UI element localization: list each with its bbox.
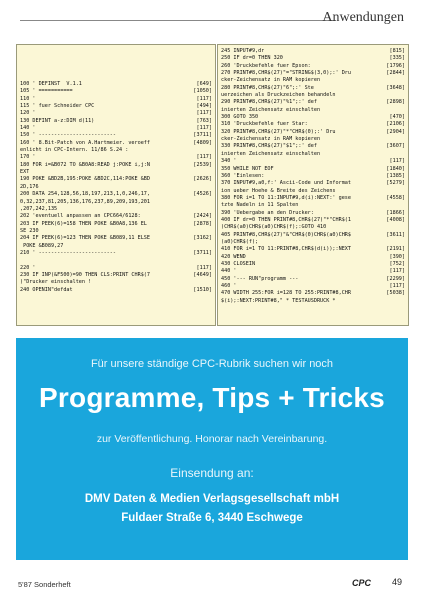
code-line [221, 143, 405, 150]
code-line [20, 199, 212, 206]
code-line [221, 166, 405, 173]
code-text: 202 'eventuell anpassen an CPC664/6128: [20, 213, 141, 220]
code-text: 0,32,237,81,205,136,176,237,89,209,193,201 [20, 198, 150, 205]
checksum [403, 239, 405, 246]
code-line [20, 81, 212, 88]
code-line [20, 184, 212, 191]
code-line [20, 257, 212, 264]
checksum: [3611] [386, 231, 405, 238]
code-text: 410 FOR i=1 TO 11:PRINT#8,CHR$(d(i));:NEXT [221, 246, 351, 253]
code-line [20, 132, 212, 139]
checksum: [1866] [386, 209, 405, 216]
checksum: [117] [196, 125, 212, 132]
code-text: 200 DATA 254,128,56,18,197,213,1,0,246,17, [20, 191, 150, 198]
code-listing-left [20, 81, 212, 294]
code-text: SE 230 [20, 227, 39, 234]
code-text: (a0)CHR$(f); [221, 238, 259, 245]
code-text: cker-Zeichensatz in RAM kopieren [221, 77, 321, 84]
checksum [210, 169, 212, 176]
code-line [20, 147, 212, 154]
code-line [221, 268, 405, 275]
code-text: ion ueber Hoehe & Breite des Zeichens [221, 187, 336, 194]
ad-subtext: zur Veröffentlichung. Honorar nach Vereinbarung. [96, 433, 328, 445]
code-line [221, 261, 405, 268]
code-text: 204 IF PEEK(6)=123 THEN POKE &B089,11 ELSE [20, 235, 150, 242]
checksum: [117] [389, 268, 405, 275]
code-line [20, 235, 212, 242]
code-line [221, 55, 405, 62]
code-line [221, 180, 405, 187]
checksum [210, 228, 212, 235]
checksum: [763] [196, 117, 212, 124]
code-text: 470 WIDTH 255:FOR i=128 TO 255:PRINT#8,CHR [221, 290, 351, 297]
code-text: 370 INPUT#9,a0,f:' Ascii-Code und Informat [221, 180, 351, 187]
code-line [221, 85, 405, 92]
ad-company: DMV Daten & Medien Verlagsgesellschaft mbH [84, 493, 340, 505]
checksum [210, 184, 212, 191]
code-line [221, 114, 405, 121]
ad-address: Fuldaer Straße 6, 3440 Eschwege [121, 512, 303, 524]
code-text: 250 IF dr=0 THEN 320 [221, 55, 283, 62]
code-text: 110 ' [20, 95, 36, 102]
code-text: 230 IF INP(&F500)=90 THEN CLS:PRINT CHR$(7 [20, 271, 150, 278]
code-line [221, 210, 405, 217]
header-rule [20, 20, 336, 21]
checksum [210, 243, 212, 250]
code-line [221, 158, 405, 165]
code-line [221, 188, 405, 195]
checksum: [815] [389, 48, 405, 54]
code-line [221, 136, 405, 143]
code-text: 340 ' [221, 158, 237, 165]
code-text: 160 ' 8.Bit-Patch von A.Hartmeier. veroeff [20, 139, 150, 146]
checksum: [2878] [193, 220, 212, 227]
code-line [221, 92, 405, 99]
code-line [20, 118, 212, 125]
code-text: 150 ' ------------------------- [20, 132, 116, 139]
code-text: 2D,176 [20, 183, 39, 190]
checksum: [117] [196, 154, 212, 161]
code-line [20, 287, 212, 294]
code-line [20, 228, 212, 235]
checksum [403, 92, 405, 99]
checksum: [390] [389, 253, 405, 260]
code-line [221, 202, 405, 209]
code-line [221, 70, 405, 77]
code-text: 320 PRINT#8,CHR$(27)"*"CHR$(0);:' Dru [221, 128, 336, 135]
code-line [20, 206, 212, 213]
checksum: [117] [389, 158, 405, 165]
code-text: ,207,242,135 [20, 205, 58, 212]
code-line [221, 173, 405, 180]
checksum [210, 206, 212, 213]
code-listing-right [221, 48, 405, 305]
checksum: [5038] [386, 290, 405, 297]
code-text: 120 ' [20, 110, 36, 117]
checksum: [1050] [193, 88, 212, 95]
checksum: [2191] [386, 246, 405, 253]
code-line [221, 217, 405, 224]
code-text: 180 FOR i=&B072 TO &B0A8:READ j:POKE i,j:N [20, 161, 150, 168]
checksum [210, 199, 212, 206]
code-text: 130 DEFINT a-z:DIM d(11) [20, 117, 95, 124]
code-text: 245 INPUT#9,dr [221, 48, 265, 54]
code-text: 310 'Druckbefehle fuer Star: [221, 121, 308, 128]
code-line [221, 232, 405, 239]
checksum: [1796] [386, 62, 405, 69]
section-title: Anwendungen [322, 10, 404, 25]
code-line [20, 213, 212, 220]
code-line [221, 48, 405, 55]
listing-panel-right [217, 44, 409, 326]
code-line [221, 224, 405, 231]
code-line [20, 154, 212, 161]
code-line [20, 162, 212, 169]
checksum [403, 107, 405, 114]
checksum: [2898] [386, 99, 405, 106]
code-line [221, 290, 405, 297]
code-line [221, 195, 405, 202]
code-line [20, 191, 212, 198]
code-text: 220 ' [20, 264, 36, 271]
code-text: 240 OPENIN"defdat [20, 286, 73, 293]
code-line [221, 63, 405, 70]
checksum: [117] [196, 264, 212, 271]
checksum: [1840] [386, 165, 405, 172]
code-text: 300 GOTO 350 [221, 114, 259, 121]
ad-send-to: Einsendung an: [170, 466, 254, 480]
checksum: [649] [196, 81, 212, 87]
checksum: [3711] [193, 249, 212, 256]
checksum: [117] [389, 283, 405, 289]
code-line [221, 121, 405, 128]
code-text: POKE &B089,27 [20, 242, 64, 249]
checksum: [752] [389, 260, 405, 267]
footer-issue: 5'87 Sonderheft [18, 580, 71, 589]
code-line [221, 298, 405, 305]
page-header [0, 6, 424, 30]
code-line [221, 129, 405, 136]
checksum: [3711] [193, 132, 212, 139]
checksum: [4649] [193, 271, 212, 278]
code-text: 430 CLOSEIN [221, 260, 256, 267]
checksum [403, 188, 405, 195]
checksum: [2539] [193, 161, 212, 168]
page-number: 49 [392, 577, 403, 587]
checksum: [117] [196, 95, 212, 102]
checksum: [494] [196, 103, 212, 110]
checksum: [4558] [386, 194, 405, 201]
code-line [221, 276, 405, 283]
code-text: inierten Zeichensatz einschalten [221, 106, 321, 113]
checksum [403, 298, 405, 305]
checksum [403, 77, 405, 84]
code-text: 270 PRINT#8,CHR$(27)"="STRING$(3,0);:' Dru [221, 70, 351, 77]
code-text: 140 ' [20, 125, 36, 132]
checksum: [470] [389, 114, 405, 121]
code-text: 210 ' ------------------------- [20, 249, 116, 256]
code-text: inierten Zeichensatz einschalten [221, 150, 321, 157]
checksum: [4526] [193, 191, 212, 198]
checksum: [2106] [386, 121, 405, 128]
code-text: 170 ' [20, 154, 36, 161]
code-line [20, 169, 212, 176]
code-text: 380 FOR i=1 TO 11:INPUT#9,d(i):NEXT:' gese [221, 194, 351, 201]
code-line [20, 221, 212, 228]
checksum: [2299] [386, 275, 405, 282]
code-line [221, 239, 405, 246]
checksum [403, 202, 405, 209]
checksum [403, 151, 405, 158]
code-text: 330 PRINT#8,CHR$(27)"$1";:' def [221, 143, 317, 150]
checksum: [3607] [386, 143, 405, 150]
code-line [20, 250, 212, 257]
checksum: [5279] [386, 180, 405, 187]
code-line [221, 151, 405, 158]
checksum [403, 136, 405, 143]
code-line [221, 107, 405, 114]
checksum: [4809] [193, 139, 212, 146]
code-text: EXT [20, 169, 30, 176]
code-line [221, 254, 405, 261]
code-line [221, 99, 405, 106]
code-text: 115 ' fuer Schneider CPC [20, 103, 95, 110]
checksum [403, 224, 405, 231]
checksum: [335] [389, 55, 405, 62]
code-line [20, 88, 212, 95]
code-text: 260 'Druckbefehle fuer Epson: [221, 62, 311, 69]
code-text: tzte Nadeln in 11 Spalten [221, 202, 299, 209]
advertisement-box [16, 338, 408, 560]
code-text: 420 WEND [221, 253, 246, 260]
checksum [210, 279, 212, 286]
code-line [20, 272, 212, 279]
ad-headline: Programme, Tips + Tricks [39, 382, 385, 413]
code-line [20, 125, 212, 132]
code-line [20, 265, 212, 272]
code-text: 100 ' DEFINST V.1.1 [20, 81, 82, 87]
code-text: 400 IF dr=0 THEN PRINT#8,CHR$(27)"*"CHR$(1 [221, 216, 351, 223]
code-line [20, 176, 212, 183]
code-line [221, 246, 405, 253]
code-text: enlicht in CPC-Intern. 11/86 S.24 : [20, 147, 129, 154]
checksum: [1385] [386, 172, 405, 179]
checksum: [4008] [386, 216, 405, 223]
code-text: )CHR$(a0)CHR$(a0)CHR$(f);:GOTO 410 [221, 224, 327, 231]
code-text: 460 ' [221, 283, 237, 289]
listing-panel-left [16, 44, 216, 326]
code-line [20, 279, 212, 286]
checksum: [2626] [193, 176, 212, 183]
code-text: $(i);:NEXT:PRINT#8," * TESTAUSDRUCK * [221, 297, 336, 304]
code-line [221, 283, 405, 290]
code-text: 280 PRINT#8,CHR$(27)"6";:' Ste [221, 84, 314, 91]
code-text: 203 IF PEEK(6)=158 THEN POKE &B0A8,136 EL [20, 220, 147, 227]
checksum: [2844] [386, 70, 405, 77]
checksum: [3162] [193, 235, 212, 242]
code-text: )"Drucker einschalten ! [20, 279, 92, 286]
code-line [20, 96, 212, 103]
ad-intro: Für unsere ständige CPC-Rubrik suchen wir noch [90, 358, 334, 370]
code-line [20, 243, 212, 250]
checksum: [117] [196, 110, 212, 117]
checksum [210, 257, 212, 264]
code-line [20, 140, 212, 147]
code-line [20, 110, 212, 117]
code-text: 390 'Uebergabe an den Drucker: [221, 209, 314, 216]
code-text: 190 POKE &BD2B,195:POKE &BD2C,114:POKE &BD [20, 176, 150, 183]
code-text: 290 PRINT#8,CHR$(27)"%1";:' def [221, 99, 317, 106]
code-text: 440 ' [221, 268, 237, 275]
code-text: cker-Zeichensatz in RAM kopieren [221, 136, 321, 143]
checksum [210, 147, 212, 154]
checksum: [2904] [386, 128, 405, 135]
code-line [221, 77, 405, 84]
code-line [20, 103, 212, 110]
code-text: 450 '--- RUN"programm --- [221, 275, 299, 282]
checksum: [1510] [193, 286, 212, 293]
checksum: [3648] [386, 84, 405, 91]
code-text: 350 WHILE NOT EOF [221, 165, 274, 172]
code-text: 360 'Einlesen: [221, 172, 265, 179]
cpc-logo: CPC [352, 578, 372, 588]
code-text: uerzeichen als Druckzeichen behandeln [221, 92, 336, 99]
checksum: [2424] [193, 213, 212, 220]
code-text: 105 ' =========== [20, 88, 73, 95]
code-text: 405 PRINT#8,CHR$(27)"&"CHR$(0)CHR$(a0)CHR$ [221, 231, 351, 238]
